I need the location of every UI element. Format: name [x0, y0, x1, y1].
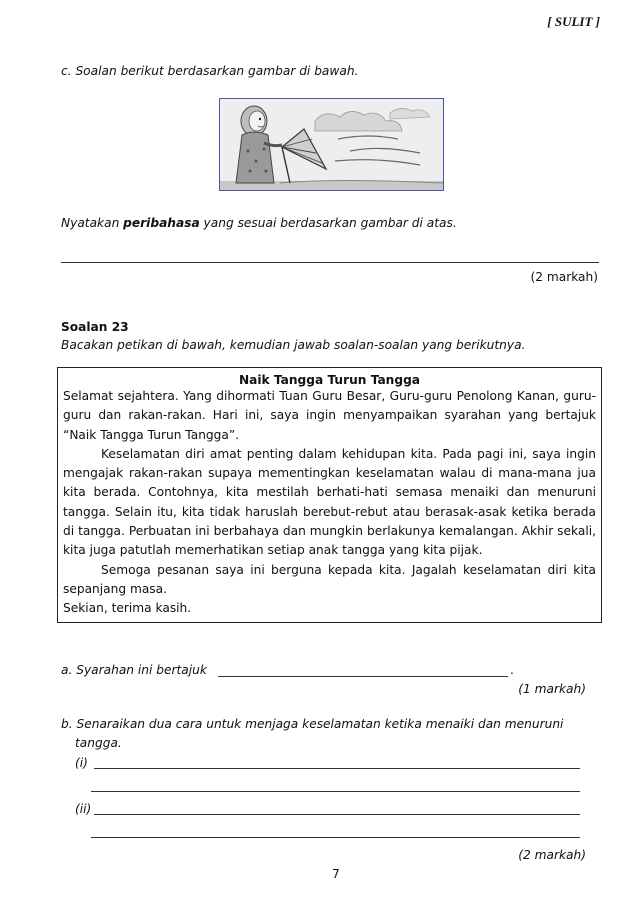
girl-umbrella-picture [219, 98, 444, 191]
answer-line-i-1[interactable] [94, 768, 580, 769]
prompt-after: yang sesuai berdasarkan gambar di atas. [199, 216, 457, 230]
passage-paragraph-2: Keselamatan diri amat penting dalam kehidupan kita. Pada pagi ini, saya ingin mengajak rakan-rakan supaya mementingkan keselamatan walau di mana-mana jua kita berada. Contohnya, kita mestilah berhati-hati semasa menaiki dan menuruni tangga. Selain itu, kita tidak haruslah berebut-rebut atau berasak-asak ketika berada di tangga. Perbuatan ini berbahaya dan mungkin berlakunya kemalangan. Akhir sekali, kita juga patutlah memerhatikan setiap anak tangga yang kita pijak. [63, 446, 596, 558]
question-a-label: a. Syarahan ini bertajuk [61, 663, 207, 677]
passage-paragraph-1: Selamat sejahtera. Yang dihormati Tuan Guru Besar, Guru-guru Penolong Kanan, guru-guru dan rakan-rakan. Hari ini, saya ingin menyampaikan syarahan yang bertajuk “Naik Tangga Turun Tangga”. [63, 389, 596, 442]
girl-with-umbrella-icon [220, 99, 443, 190]
part-c-prompt [61, 216, 457, 230]
sulit-label: [ SULIT ] [547, 14, 600, 29]
answer-line-i-2[interactable] [91, 791, 580, 792]
question-b-marks: (2 markah) [518, 848, 586, 862]
question-b-line2: tangga. [75, 736, 122, 750]
prompt-bold: peribahasa [123, 216, 200, 230]
answer-line-ii-1[interactable] [94, 814, 580, 815]
passage-paragraph-4: Sekian, terima kasih. [63, 601, 192, 616]
part-c-marks: (2 markah) [530, 270, 598, 284]
prompt-before: Nyatakan [61, 216, 124, 230]
answer-line[interactable] [61, 262, 599, 263]
item-i-label: (i) [75, 756, 88, 770]
page-number: 7 [332, 867, 340, 881]
question-heading: Soalan 23 [61, 320, 129, 334]
item-ii-label: (ii) [75, 802, 92, 816]
part-c-instruction: c. Soalan berikut berdasarkan gambar di bawah. [61, 64, 359, 78]
passage-paragraph-3: Semoga pesanan saya ini berguna kepada kita. Jagalah keselamatan diri kita sepanjang masa. [63, 562, 596, 596]
question-a-end: . [510, 663, 514, 677]
question-a-marks: (1 markah) [518, 682, 586, 696]
passage-title: Naik Tangga Turun Tangga [238, 373, 421, 387]
question-b-line1: b. Senaraikan dua cara untuk menjaga keselamatan ketika menaiki dan menuruni [61, 717, 564, 731]
passage-box [57, 367, 602, 623]
answer-line-ii-2[interactable] [91, 837, 580, 838]
question-instruction: Bacakan petikan di bawah, kemudian jawab soalan-soalan yang berikutnya. [61, 338, 526, 352]
answer-line-a[interactable] [218, 676, 508, 677]
